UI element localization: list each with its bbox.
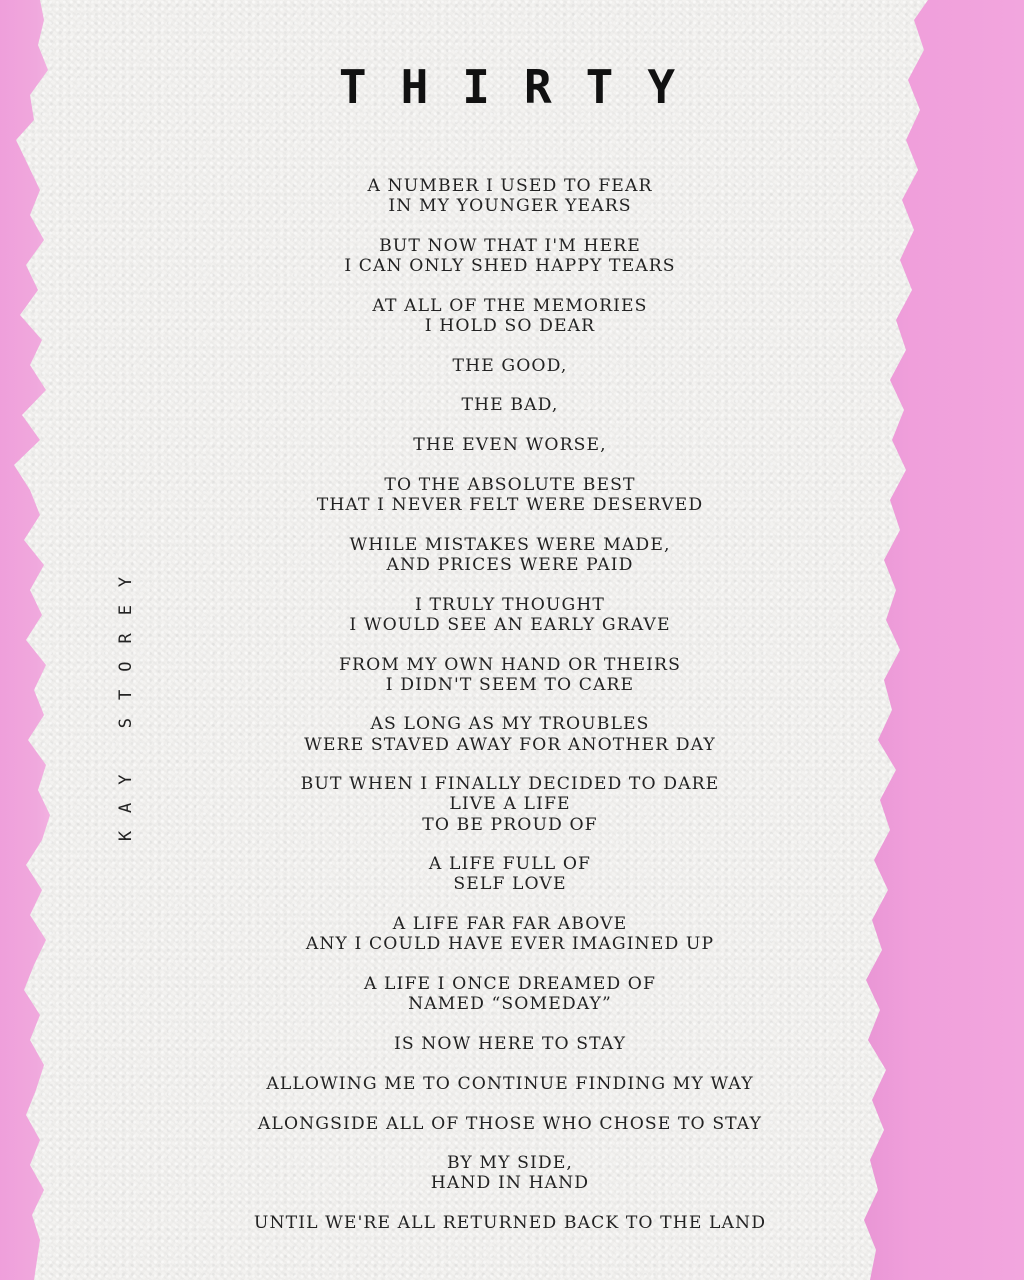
poem-stanza — [130, 1034, 890, 1054]
poem-line: WHILE MISTAKES WERE MADE, — [349, 534, 671, 555]
poem-line: THE GOOD, — [452, 355, 568, 376]
poem-line: AND PRICES WERE PAID — [386, 554, 634, 575]
poem-stanza — [130, 176, 890, 216]
poem-line: ANY I COULD HAVE EVER IMAGINED UP — [305, 934, 715, 955]
poem-stanza — [130, 974, 890, 1014]
poem-line: UNTIL WE'RE ALL RETURNED BACK TO THE LAND — [253, 1213, 767, 1234]
poem-line: ALLOWING ME TO CONTINUE FINDING MY WAY — [266, 1073, 754, 1094]
poem-stanza — [130, 655, 890, 695]
poem-stanza — [130, 435, 890, 455]
poem-stanza — [130, 356, 890, 376]
poem-line: BUT WHEN I FINALLY DECIDED TO DARE — [300, 774, 720, 795]
poem-body — [130, 176, 890, 1253]
poem-stanza — [130, 395, 890, 415]
poem-line: I HOLD SO DEAR — [424, 315, 596, 336]
poem-stanza — [130, 1114, 890, 1134]
poem-stanza — [130, 535, 890, 575]
poem-line: HAND IN HAND — [430, 1173, 590, 1194]
poem-line: A LIFE I ONCE DREAMED OF — [363, 974, 657, 995]
poem-title: THIRTY — [338, 60, 710, 114]
poem-line: TO THE ABSOLUTE BEST — [384, 474, 636, 495]
poem-line: WERE STAVED AWAY FOR ANOTHER DAY — [304, 734, 716, 755]
poem-stanza — [130, 236, 890, 276]
poem-line: THE BAD, — [461, 395, 559, 416]
poem-line: BY MY SIDE, — [446, 1153, 573, 1174]
poem-line: BUT NOW THAT I'M HERE — [379, 235, 641, 256]
poem-line: A NUMBER I USED TO FEAR — [367, 176, 653, 196]
poem-line: I WOULD SEE AN EARLY GRAVE — [349, 614, 671, 635]
poem-line: IN MY YOUNGER YEARS — [388, 196, 632, 217]
poem-line: TO BE PROUD OF — [422, 814, 598, 835]
poem-stanza — [130, 1074, 890, 1094]
poem-stanza — [130, 854, 890, 894]
poem-stanza — [130, 1213, 890, 1233]
poem-line: AS LONG AS MY TROUBLES — [370, 714, 650, 735]
poem-line: A LIFE FULL OF — [428, 854, 592, 875]
poem-stanza — [130, 296, 890, 336]
poem-line: A LIFE FAR FAR ABOVE — [392, 914, 628, 935]
poem-stanza — [130, 914, 890, 954]
poem-stanza — [130, 475, 890, 515]
author-name: KAY STOREY — [116, 558, 136, 842]
poem-line: NAMED “SOMEDAY” — [408, 994, 612, 1015]
poem-line: ALONGSIDE ALL OF THOSE WHO CHOSE TO STAY — [257, 1113, 763, 1134]
poem-line: SELF LOVE — [453, 874, 567, 895]
poem-stanza — [130, 595, 890, 635]
poem-line: FROM MY OWN HAND OR THEIRS — [339, 654, 681, 675]
poem-line: I DIDN'T SEEM TO CARE — [385, 674, 635, 695]
poem-line: THAT I NEVER FELT WERE DESERVED — [316, 495, 704, 516]
poem-line: AT ALL OF THE MEMORIES — [372, 295, 648, 316]
poem-stanza — [130, 774, 890, 834]
poem-stanza — [130, 714, 890, 754]
poem-line: LIVE A LIFE — [449, 794, 571, 815]
poem-line: I TRULY THOUGHT — [415, 594, 605, 615]
poem-line: I CAN ONLY SHED HAPPY TEARS — [344, 255, 676, 276]
poem-line: THE EVEN WORSE, — [413, 435, 607, 456]
poem-stanza — [130, 1153, 890, 1193]
poem-line: IS NOW HERE TO STAY — [393, 1033, 627, 1054]
